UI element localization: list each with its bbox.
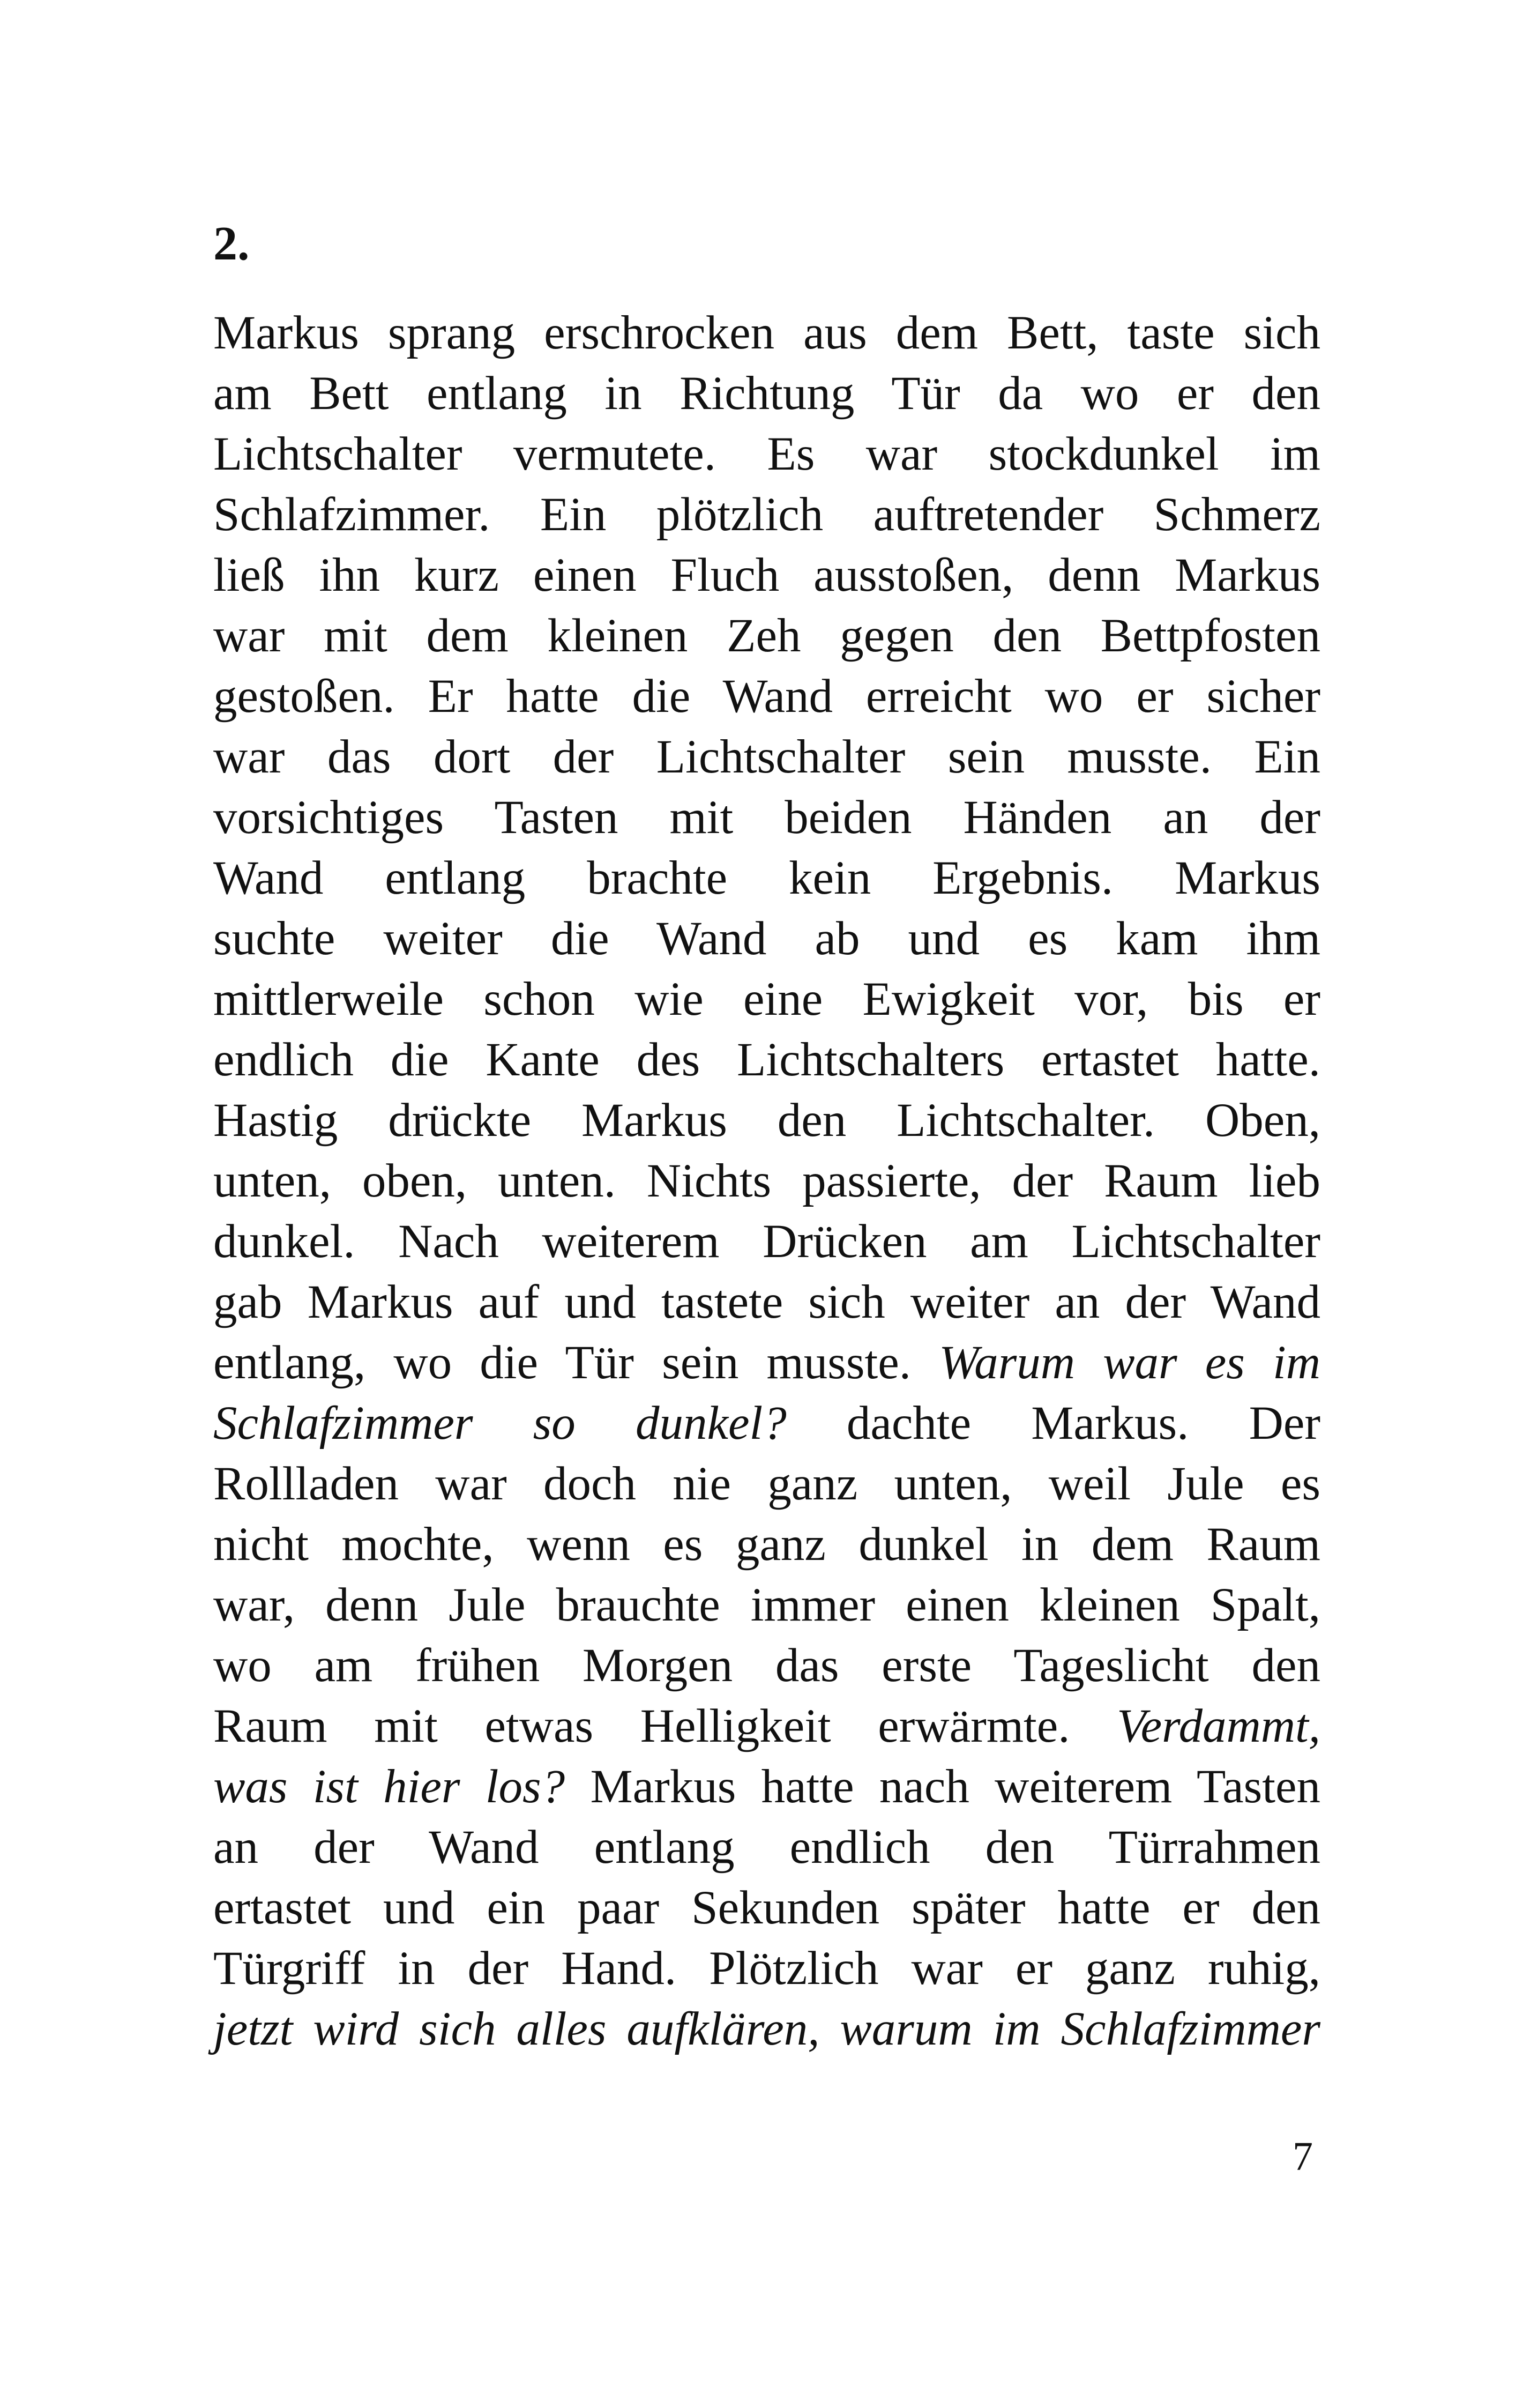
text-segment: war das dort der Lichtschalter sein musste. Ein	[213, 731, 1320, 783]
italic-text-segment: was ist hier los?	[213, 1760, 565, 1813]
text-line	[213, 727, 1320, 787]
text-segment: war, denn Jule brauchte immer einen kleinen Spalt,	[213, 1579, 1320, 1631]
text-segment: dachte Markus. Der	[786, 1397, 1320, 1450]
text-line	[213, 1272, 1320, 1333]
text-segment: Schlafzimmer. Ein plötzlich auftretender Schmerz	[213, 488, 1320, 541]
text-segment: gab Markus auf und tastete sich weiter an der Wand	[213, 1276, 1320, 1328]
text-line	[213, 1151, 1320, 1212]
text-line	[213, 787, 1320, 848]
text-line	[213, 424, 1320, 485]
text-line	[213, 1878, 1320, 1938]
text-line	[213, 1090, 1320, 1151]
text-segment: unten, oben, unten. Nichts passierte, der Raum lieb	[213, 1155, 1320, 1207]
text-segment: dunkel. Nach weiterem Drücken am Lichtschalter	[213, 1215, 1320, 1268]
text-segment: mittlerweile schon wie eine Ewigkeit vor, bis er	[213, 973, 1320, 1025]
italic-text-segment: jetzt wird sich alles aufklären, warum im Schlafzimmer	[213, 2003, 1320, 2055]
text-segment: Raum mit etwas Helligkeit erwärmte.	[213, 1700, 1117, 1752]
text-line	[213, 1454, 1320, 1514]
text-line	[213, 545, 1320, 606]
italic-text-segment: Warum war es im	[939, 1336, 1320, 1389]
body-paragraph	[213, 303, 1320, 2060]
text-segment: Lichtschalter vermutete. Es war stockdunkel im	[213, 428, 1320, 480]
text-line	[213, 969, 1320, 1030]
text-segment: Wand entlang brachte kein Ergebnis. Markus	[213, 852, 1320, 904]
text-line	[213, 1575, 1320, 1636]
text-segment: endlich die Kante des Lichtschalters ertastet hatte.	[213, 1034, 1320, 1086]
text-segment: suchte weiter die Wand ab und es kam ihm	[213, 912, 1320, 965]
text-line	[213, 1696, 1320, 1757]
page-number: 7	[1293, 2134, 1313, 2179]
text-segment: war mit dem kleinen Zeh gegen den Bettpfosten	[213, 610, 1320, 662]
text-segment: ertastet und ein paar Sekunden später hatte er den	[213, 1882, 1320, 1934]
text-segment: Markus hatte nach weiterem Tasten	[565, 1760, 1320, 1813]
text-segment: gestoßen. Er hatte die Wand erreicht wo er sicher	[213, 670, 1320, 723]
text-line	[213, 485, 1320, 545]
text-line	[213, 1393, 1320, 1454]
text-line	[213, 1333, 1320, 1393]
text-segment: vorsichtiges Tasten mit beiden Händen an der	[213, 791, 1320, 844]
text-segment: Rollladen war doch nie ganz unten, weil Jule es	[213, 1458, 1320, 1510]
text-line	[213, 1999, 1320, 2060]
text-segment: Türgriff in der Hand. Plötzlich war er ganz ruhig,	[213, 1942, 1320, 1995]
text-line	[213, 303, 1320, 363]
text-segment: entlang, wo die Tür sein musste.	[213, 1336, 939, 1389]
text-segment: wo am frühen Morgen das erste Tageslicht den	[213, 1639, 1320, 1692]
text-segment: ließ ihn kurz einen Fluch ausstoßen, denn Markus	[213, 549, 1320, 601]
text-segment: Markus sprang erschrocken aus dem Bett, taste sich	[213, 307, 1320, 359]
text-segment: nicht mochte, wenn es ganz dunkel in dem Raum	[213, 1518, 1320, 1571]
text-line	[213, 1938, 1320, 1999]
text-line	[213, 1030, 1320, 1090]
text-line	[213, 1757, 1320, 1817]
text-segment: an der Wand entlang endlich den Türrahmen	[213, 1821, 1320, 1874]
text-line	[213, 848, 1320, 909]
text-line	[213, 363, 1320, 424]
text-line	[213, 666, 1320, 727]
italic-text-segment: Schlafzimmer so dunkel?	[213, 1397, 787, 1450]
text-line	[213, 606, 1320, 666]
text-line	[213, 909, 1320, 969]
text-segment: Hastig drückte Markus den Lichtschalter. Oben,	[213, 1094, 1320, 1147]
text-segment: am Bett entlang in Richtung Tür da wo er den	[213, 367, 1320, 420]
text-line	[213, 1817, 1320, 1878]
text-line	[213, 1636, 1320, 1696]
text-line	[213, 1212, 1320, 1272]
text-line	[213, 1514, 1320, 1575]
italic-text-segment: Verdammt,	[1117, 1700, 1320, 1752]
chapter-heading: 2.	[213, 217, 250, 270]
